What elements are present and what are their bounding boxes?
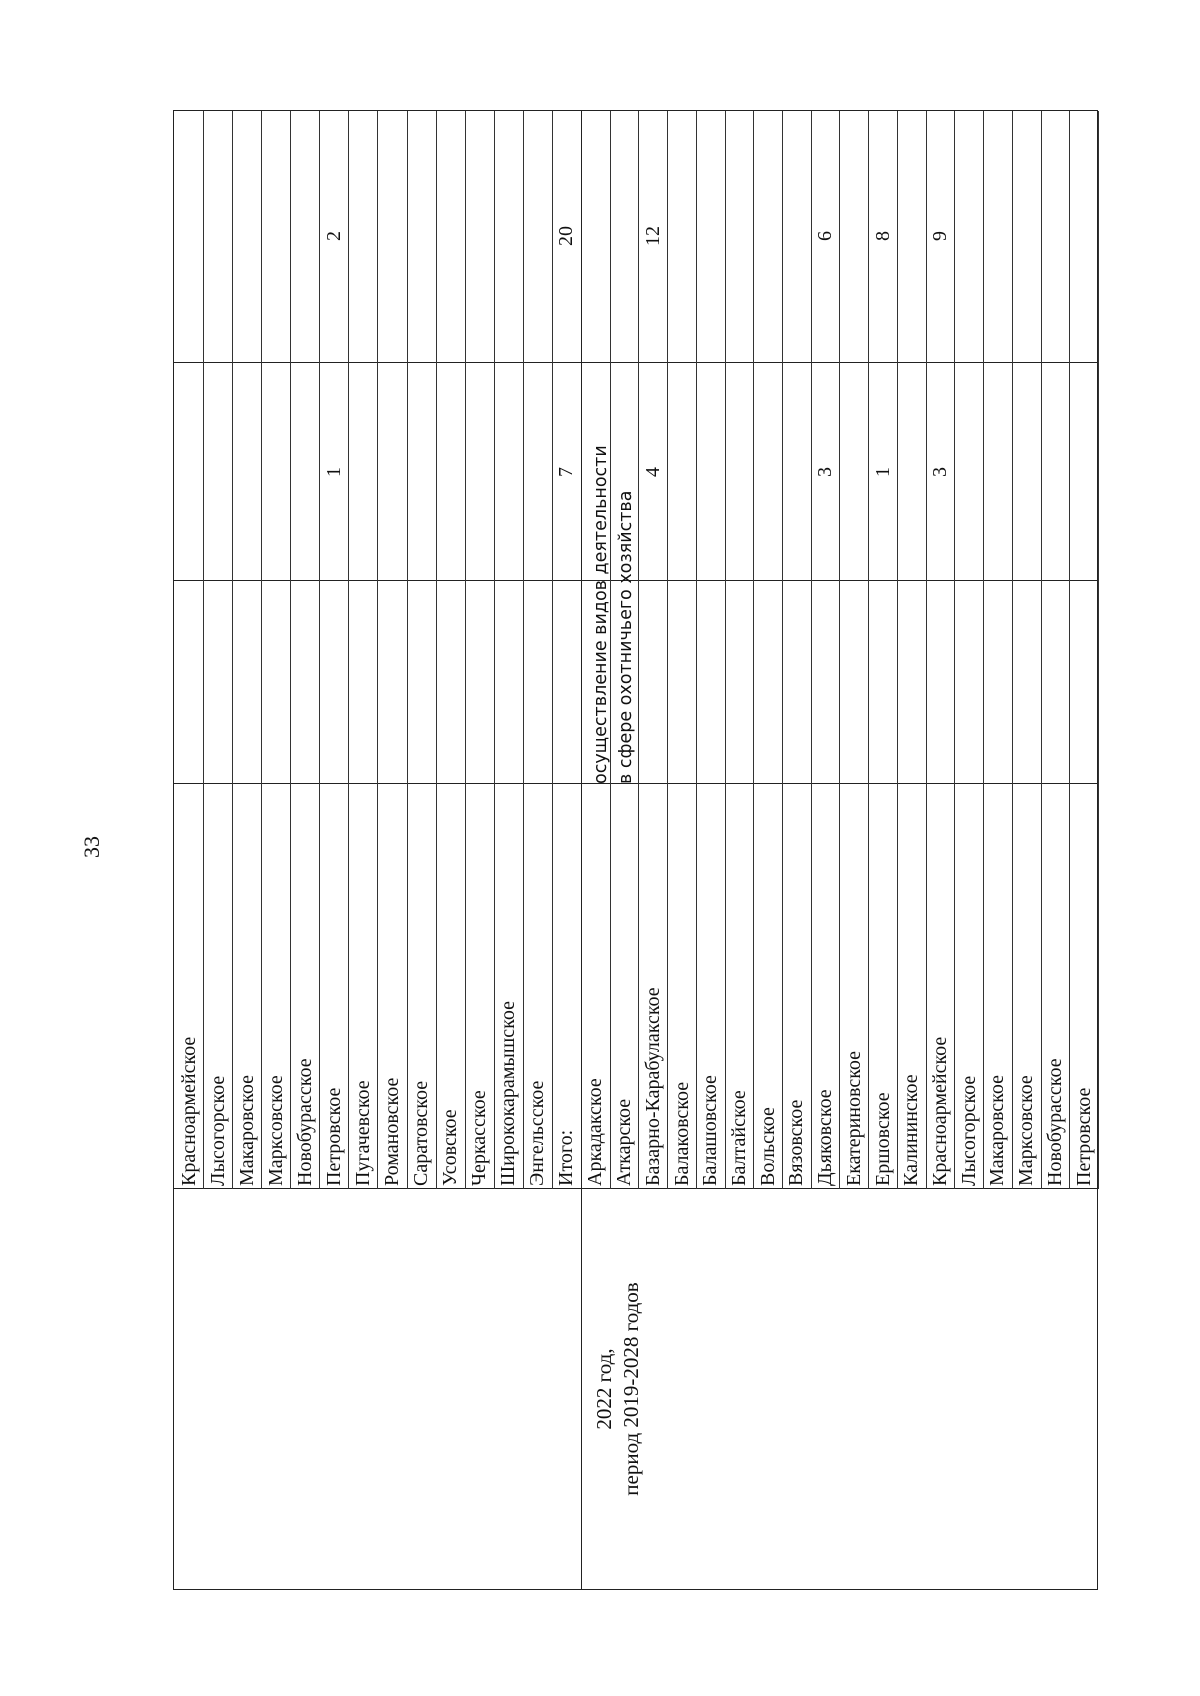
planned-value — [290, 363, 319, 581]
page-number: 33 — [79, 836, 104, 858]
total-value — [232, 109, 261, 363]
activity-line: в сфере охотничьего хозяйства — [616, 490, 637, 784]
planned-value: 4 — [641, 467, 664, 477]
district-name: Ершовское — [871, 1092, 894, 1186]
district-name: Лысогорское — [206, 1075, 229, 1186]
planned-value — [1041, 363, 1070, 581]
total-value — [839, 109, 868, 363]
total-value: 9 — [928, 231, 951, 241]
planned-value — [753, 363, 782, 581]
planned-value — [174, 363, 203, 581]
district-name: Итого: — [555, 1129, 578, 1186]
planned-value — [523, 363, 552, 581]
planned-value — [436, 363, 465, 581]
planned-value — [581, 363, 610, 581]
district-name: Романовское — [381, 1077, 404, 1186]
planned-value — [782, 363, 811, 581]
total-value — [494, 109, 523, 363]
district-name: Аткарское — [613, 1098, 636, 1186]
total-value — [610, 109, 639, 363]
district-name: Пугачевское — [351, 1080, 374, 1186]
total-value: 6 — [814, 231, 837, 241]
planned-value: 3 — [928, 467, 951, 477]
total-value — [436, 109, 465, 363]
district-name: Екатериновское — [842, 1050, 865, 1186]
total-value — [696, 109, 725, 363]
planned-value: 1 — [871, 467, 894, 477]
planned-value — [897, 363, 926, 581]
planned-value — [610, 363, 639, 581]
section-divider — [581, 111, 582, 1589]
total-value: 20 — [555, 226, 578, 246]
planned-value: 3 — [814, 467, 837, 477]
period-line: 2022 год, — [592, 1348, 616, 1430]
planned-value — [203, 363, 232, 581]
planned-value — [983, 363, 1012, 581]
district-name: Балаковское — [670, 1081, 693, 1186]
planned-value — [407, 363, 436, 581]
district-name: Вязовское — [785, 1099, 808, 1186]
district-name: Красноармейское — [928, 1036, 951, 1186]
planned-value — [348, 363, 377, 581]
total-value — [1041, 109, 1070, 363]
district-name: Черкасское — [468, 1090, 491, 1186]
planned-value — [954, 363, 983, 581]
planned-value — [696, 363, 725, 581]
district-name: Марксовское — [264, 1075, 287, 1186]
total-value — [581, 109, 610, 363]
districts-table — [173, 110, 1098, 1590]
district-name: Саратовское — [410, 1080, 433, 1186]
total-value — [897, 109, 926, 363]
district-name: Красноармейское — [177, 1036, 200, 1186]
total-value — [753, 109, 782, 363]
district-name: Новобурасское — [293, 1058, 316, 1186]
total-value: 8 — [871, 231, 894, 241]
total-value — [725, 109, 754, 363]
total-value: 12 — [641, 226, 664, 246]
total-value — [523, 109, 552, 363]
district-name: Ширококарамышское — [497, 1001, 520, 1186]
total-value — [983, 109, 1012, 363]
planned-value — [1012, 363, 1041, 581]
total-value — [290, 109, 319, 363]
district-name: Балтайское — [727, 1090, 750, 1186]
district-name: Марксовское — [1015, 1075, 1038, 1186]
activity-line: осуществление видов деятельности — [591, 445, 611, 784]
total-value — [782, 109, 811, 363]
planned-value — [465, 363, 494, 581]
district-name: Энгельсское — [526, 1080, 549, 1186]
total-value — [954, 109, 983, 363]
period-cell — [581, 1189, 1099, 1589]
district-name: Дьяковское — [814, 1089, 837, 1186]
district-name: Базарно-Карабулакское — [641, 987, 664, 1186]
district-name: Усовское — [439, 1109, 462, 1186]
total-value — [465, 109, 494, 363]
total-value — [261, 109, 290, 363]
planned-value — [725, 363, 754, 581]
planned-value — [839, 363, 868, 581]
total-value — [667, 109, 696, 363]
period-line: период 2019-2028 годов — [619, 1282, 644, 1496]
total-value — [1012, 109, 1041, 363]
district-name: Макаровское — [986, 1075, 1009, 1186]
planned-value — [1069, 363, 1098, 581]
total-value — [377, 109, 406, 363]
total-value — [407, 109, 436, 363]
planned-value — [261, 363, 290, 581]
total-value — [203, 109, 232, 363]
district-name: Калининское — [900, 1074, 923, 1186]
total-value: 2 — [322, 231, 345, 241]
district-name: Балашовское — [699, 1075, 722, 1186]
planned-value — [667, 363, 696, 581]
district-name: Новобурасское — [1043, 1058, 1066, 1186]
planned-value: 1 — [322, 467, 345, 477]
district-name: Макаровское — [235, 1075, 258, 1186]
total-value — [174, 109, 203, 363]
planned-value: 7 — [555, 467, 578, 477]
total-value — [348, 109, 377, 363]
row-divider — [1098, 111, 1099, 1189]
district-name: Вольское — [756, 1107, 779, 1186]
total-value — [1069, 109, 1098, 363]
planned-value — [232, 363, 261, 581]
district-name: Аркадакское — [584, 1078, 607, 1186]
district-name: Петровское — [1072, 1087, 1095, 1186]
planned-value — [494, 363, 523, 581]
district-name: Петровское — [322, 1087, 345, 1186]
district-name: Лысогорское — [957, 1075, 980, 1186]
planned-value — [377, 363, 406, 581]
